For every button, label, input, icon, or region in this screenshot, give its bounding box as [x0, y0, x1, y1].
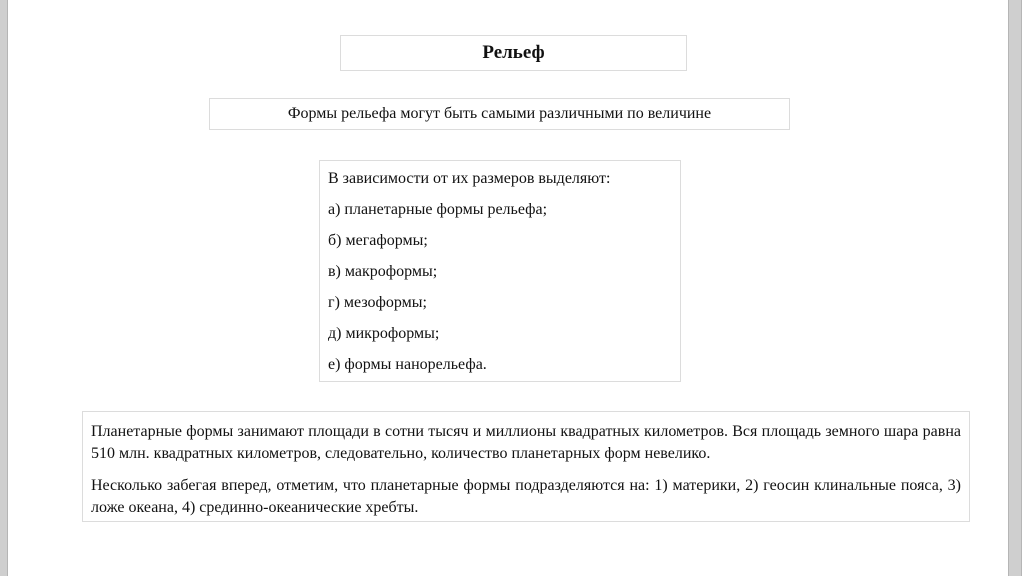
list-item: а) планетарные формы рельефа; [328, 201, 548, 218]
list-item: г) мезоформы; [328, 294, 427, 311]
description-paragraph: Несколько забегая вперед, отметим, что планетарные формы подразделяются на: 1) материки, 2) геосин клинальные пояса, 3) ложе океана, 4) срединно-океанические хребты. [91, 477, 961, 516]
list-intro: В зависимости от их размеров выделяют: [328, 170, 611, 187]
slide-title: Рельеф [482, 42, 545, 63]
list-item: е) формы нанорельефа. [328, 356, 487, 373]
list-item: б) мегаформы; [328, 232, 428, 249]
slide-subtitle: Формы рельефа могут быть самыми различными по величине [287, 105, 712, 122]
right-scrollbar[interactable] [1008, 0, 1022, 576]
description-paragraph: Планетарные формы занимают площади в сотни тысяч и миллионы квадратных километров. Вся площадь земного шара равна 510 млн. квадратных километров, следовательно, количество планетарных форм невелико. [91, 423, 961, 462]
classification-list-box [319, 160, 681, 382]
title-box [340, 35, 687, 71]
subtitle-box [209, 98, 790, 130]
description-box [82, 411, 970, 522]
left-slide-border [0, 0, 8, 576]
list-item: в) макроформы; [328, 263, 438, 280]
list-item: д) микроформы; [328, 325, 440, 342]
